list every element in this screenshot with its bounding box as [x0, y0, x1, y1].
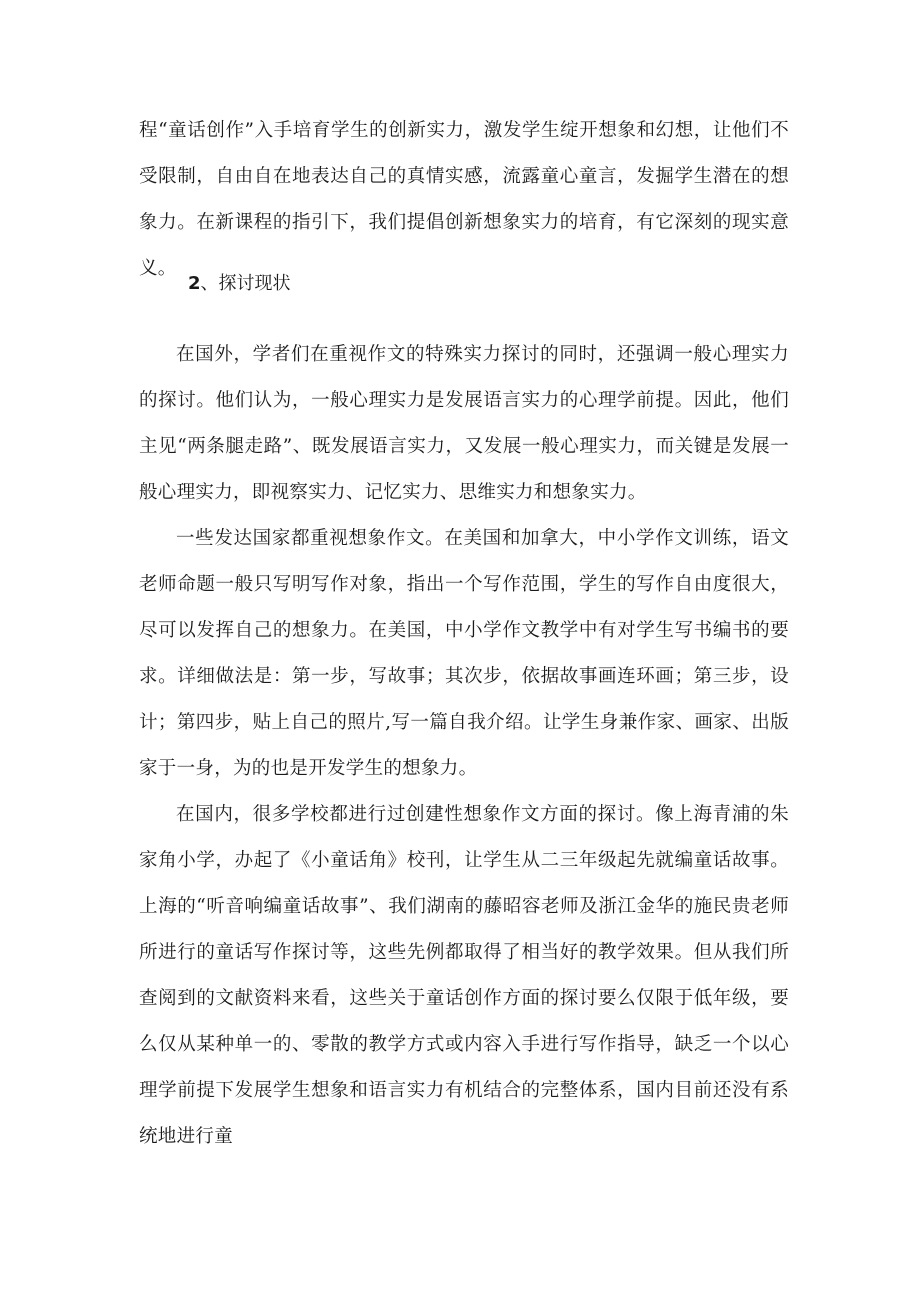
paragraph-developed-countries: 一些发达国家都重视想象作文。在美国和加拿大，中小学作文训练，语文老师命题一般只写明写作对象，指出一个写作范围，学生的写作自由度很大，尽可以发挥自己的想象力。在美国，中小学作文教学中有对学生写书编书的要求。详细做法是：第一步，写故事；其次步，依据故事画连环画；第三步，设计；第四步，贴上自己的照片,写一篇自我介绍。让学生身兼作家、画家、出版家于一身，为的也是开发学生的想象力。 — [139, 528, 789, 779]
paragraph-domestic-research: 在国内，很多学校都进行过创建性想象作文方面的探讨。像上海青浦的朱家角小学，办起了《小童话角》校刊，让学生从二三年级起先就编童话故事。上海的“听音响编童话故事”、我们湖南的藤昭容老师及浙江金华的施民贵老师所进行的童话写作探讨等，这些先例都取得了相当好的教学效果。但从我们所查阅到的文献资料来看，这些关于童话创作方面的探讨要么仅限于低年级，要么仅从某种单一的、零散的教学方式或内容入手进行写作指导，缺乏一个以心理学前提下发展学生想象和语言实力有机结合的完整体系，国内目前还没有系统地进行童 — [139, 804, 789, 1147]
section-number: 2 — [188, 273, 201, 294]
section-title: 、探讨现状 — [200, 273, 291, 294]
section-heading — [188, 261, 291, 307]
paragraph-continuation: 程“童话创作”入手培育学生的创新实力，激发学生绽开想象和幻想，让他们不受限制，自由自在地表达自己的真情实感，流露童心童言，发掘学生潜在的想象力。在新课程的指引下，我们提倡创新想象实力的培育，有它深刻的现实意义。 — [139, 120, 789, 279]
paragraph-foreign-research: 在国外，学者们在重视作文的特殊实力探讨的同时，还强调一般心理实力的探讨。他们认为，一般心理实力是发展语言实力的心理学前提。因此，他们主见“两条腿走路”、既发展语言实力，又发展一般心理实力，而关键是发展一般心理实力，即视察实力、记忆实力、思维实力和想象实力。 — [139, 344, 789, 503]
